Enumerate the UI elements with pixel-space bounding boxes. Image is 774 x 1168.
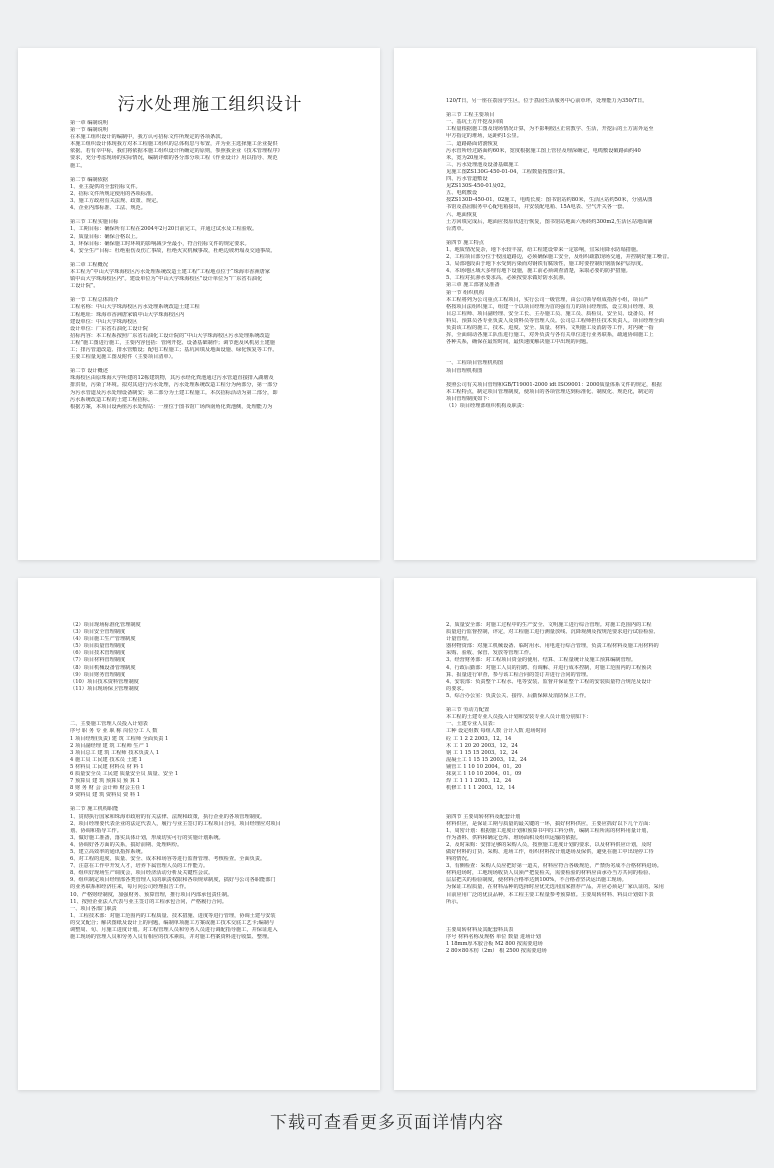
text-line: 第二章 工程概况: [70, 261, 108, 268]
text-line: 项目管理机构图: [446, 367, 483, 374]
text-line: 施工现场的管理人员和劳务人员有相应的技术素质，并对施工档案资料进行收集、整理。: [70, 934, 273, 941]
text-line: 按ZS130D-450-01、02施工，电缆长度：图书馆站约80米，生活区站约50米，分别从图: [446, 197, 653, 204]
text-line: （5）项目质量管理制度: [70, 643, 126, 650]
text-line: 铺管工 1 10 10 2004。01。20: [446, 763, 522, 770]
text-line: 6、对工程的进度、质量、安全、成本和场容等进行监督管理、考核检查。全面负责。: [70, 856, 266, 863]
text-line: 1 18mm厚木胶合板 M2 800 按需要进场: [446, 941, 543, 948]
text-line: [446, 105, 726, 112]
text-line: 10、严格财经制度，加强财务、预算管理，推行项目内部承包责任制。: [70, 891, 233, 898]
text-line: 4、行政后勤部：对施工人员的招聘、有调解、并进行成本控制，对施工范围内的工程预决: [446, 664, 652, 671]
text-line: 3 项目总工 建 筑 工程师 技术负责人 1: [70, 749, 160, 756]
document-page-1: [18, 48, 380, 560]
document-page-4: [394, 578, 756, 1090]
text-line: 各种关系，确保在最短时间，最快速度解决施工中出现的问题。: [446, 339, 592, 346]
text-line: 4、本场地区域大多埋有地下设施，施工前必须调查清楚，采取必要的防护措施。: [446, 268, 631, 275]
text-line: 在本施工组织设计的编制中，我方认可招标文件所规定的各项条款。: [70, 134, 226, 141]
text-line: [446, 799, 726, 806]
text-line: 格按项目法组织施工，组建一个以项目经理为首的强有力的项目经理部，设立项目经理、项: [446, 303, 654, 310]
page-2-lines: [446, 98, 726, 410]
text-line: 污水管所经过路面约60米，宽度根据施工图上管径及埋深确定，电缆敷设破路面约40: [446, 147, 641, 154]
text-line: [70, 290, 350, 297]
text-line: （3）项目安全管理制度: [70, 629, 126, 636]
text-line: 为污水管道及污水处理设备制安；第二部分为土建工程施工。本次招标活动为第二部分，即: [70, 389, 278, 396]
text-line: 2、质量安全部：对施工过程中的生产安全、文明施工进行综合管理。对施工范围内的工程: [446, 622, 652, 628]
text-line: 镇中山大学珠海校区内”。建设单位为“中山大学珠海校区”设计单位为“广东省石油化: [70, 276, 263, 283]
text-line: 二、道路路面切割恢复: [446, 140, 498, 147]
text-line: 5 材料员 工民建 材料员 材 料 1: [70, 763, 144, 770]
text-line: 3、局部地段由于地下水受到污染而对钢铁有腐蚀性，施工时要控制好钢筋保护层厚度。: [446, 261, 647, 268]
text-line: 3、施工方政府有关法规、政策、规定。: [70, 198, 162, 205]
text-line: 第三节 工程实施目标: [70, 219, 119, 226]
text-line: [446, 233, 726, 240]
text-line: 第四节 施工特点: [446, 239, 484, 246]
text-line: 8、组织好现场生产调度会，项目经济活动分析及关键性会议。: [70, 870, 214, 877]
text-line: [446, 920, 726, 927]
text-line: [446, 913, 726, 920]
page-3-lines: [70, 622, 350, 941]
text-line: 调整周、旬、月施工进度计划。对工程管理人员和劳务人员进行调配指导施工，并保证进入: [70, 927, 278, 934]
text-line: [446, 792, 726, 799]
text-line: 的交叉配合；解决图纸及设计上的问题，编制单项施工方案或施工技术交底工艺卡;编制与: [70, 919, 275, 926]
text-line: 抹灰工 1 10 10 2004。01。09: [446, 770, 522, 777]
text-line: 第四节 主要周转材料及配套计划: [446, 813, 521, 820]
text-line: 项目管理制度如下：: [446, 395, 493, 402]
text-line: 本工程特点，制定项目管理制度，使项目的各项管理达到标准化、制度化、规范化，制定的: [446, 388, 654, 395]
text-line: 料员、预算员各专业负责人及资料员等管理人员。公司总工程师担任技术负责人。项目经理全面: [446, 317, 664, 324]
text-line: 一、项目各部门职责: [70, 905, 117, 912]
text-line: 2、招标文件所规定使用的各项标准。: [70, 190, 157, 197]
text-line: 1、工程技术部：对施工范围内的工程质量、技术措施、进度等进行管理，协调土建与安装: [70, 912, 276, 919]
text-line: （9）项目财务管理制度: [70, 671, 126, 678]
text-line: [446, 700, 726, 707]
text-line: 1、贯彻执行国家和珠海市政府的有关法律、法规和政策，执行企业的各项管理制度。: [70, 813, 266, 820]
text-line: 工程”施工图进行施工，主要内容包括：管网开挖、设备基础制作；调节池及风机房土建施: [70, 339, 275, 346]
text-line: 3、有侧检查：采购人员应把好第一道关，材料应符合各级规范，严禁伪劣成不合格材料进场。: [446, 863, 662, 870]
text-line: 二、主要施工管理人员投入计划表: [70, 721, 148, 728]
text-line: 甲方指定的堆场，运距约1公里。: [446, 133, 522, 140]
text-line: 序号 职 务 专 业 职 称 岗位分工 人 数: [70, 728, 158, 735]
text-line: 5、建立高效率的通讯指挥系统。: [70, 849, 146, 855]
text-line: 工种 设定组数 每组人数 合计人数 进场时间: [446, 728, 546, 735]
text-line: 8 财 务 财 会 会计师 财会主任 1: [70, 785, 146, 792]
text-line: 序号 材料名称及规格 单位 数量 进场计划: [446, 934, 541, 941]
text-line: 7、注意在工作中开发人才，培养下属管理人员的工作能力。: [70, 863, 209, 870]
text-line: 2、工程项目部分位于校园道路边，必须确保施工安全，及组织疏散现场交通，并控制好施工噪音。: [446, 254, 673, 261]
text-line: 负责该工程的施工，技术、进度、安全、质量、材料、文明施工及消防等工作，对内统一指: [446, 325, 654, 331]
text-line: 六、地面恢复: [446, 211, 478, 218]
text-line: [446, 346, 726, 353]
text-line: 1、业主提供的全套招标文件。: [70, 183, 141, 190]
text-line: 主要工程量见施工图及附件（主要项目清单）。: [70, 354, 177, 361]
page-3-content: [70, 622, 350, 941]
text-line: （7）项目材料管理制度: [70, 657, 126, 664]
text-line: 层层把关的检验制度，使材料合格率达到100%，不合格者坚决运出施工现场。: [446, 877, 627, 884]
text-line: 本工程将列为公司重点工程项目，实行公司一级管理，由公司领导组成指挥小组，项目严: [446, 296, 649, 303]
document-title: 污水处理施工组织设计: [117, 95, 303, 115]
text-line: [70, 799, 350, 806]
text-line: 本施工组织设计体现我方对本工程施工组织的总体构思与布置，并为业主选择施工企业提供: [70, 141, 278, 148]
text-line: 工；排污管道改造、排水管敷设；配电工程施工；基坑回填及地面设施、绿化恢复等工作。: [70, 347, 278, 353]
text-line: 4、企业内部标准、工法、规范。: [70, 205, 146, 212]
page-2-content: [446, 98, 726, 410]
text-line: 做好材料的订货、采购、进场工作，组织材料按计划逐场及保供，避免在施工中出现停工待: [446, 849, 654, 855]
page-1-lines: [70, 120, 350, 411]
text-line: [70, 707, 350, 714]
text-line: 五、电缆敷设: [446, 190, 478, 197]
text-line: [70, 714, 350, 721]
text-line: 3、环保目标：确保施工时环境的影响减少至最小，符合招标文件的规定要求。: [70, 240, 250, 247]
text-line: 焊 工 1 1 1 2003。12。24: [446, 778, 512, 785]
text-line: （6）项目技术管理制度: [70, 650, 126, 657]
text-line: 为保证工程质量，在材料品种的选择时应优先选用国家推荐产品，并应必须是厂家认证的。采用: [446, 884, 664, 891]
text-line: 工程量根据施工图及现场情况计算，为不影响校区正常教学、生活，开挖后的土方需外运至: [446, 126, 654, 133]
text-line: 3、做好施工准备，落实具体计划，形成切实可行的实施计划系统。: [70, 834, 224, 841]
text-line: [70, 693, 350, 700]
text-line: 第二节 设计概述: [70, 368, 108, 375]
text-line: 120/T日，另一座在荔园学生区，位于荔园生活服务中心前草坪，处理能力为350/T日。: [446, 98, 648, 104]
text-line: 的业务联系和经济往来，每月向公司经理报告工作。: [70, 884, 190, 891]
page-4-lines: [446, 622, 726, 955]
text-line: 第二节 编制依据: [70, 176, 108, 183]
text-line: 依据。若有幸中标，我们将依据本施工组织设计所确定的原则，参照我企业《技术管理程序》: [70, 148, 283, 155]
text-line: [70, 170, 350, 177]
text-line: 器材物资部：对施工机械设备、临时用水、用电进行综合管理，负责工程材料及施工用材料的: [446, 643, 659, 650]
text-line: （1）项目经理部组织机构及职责：: [446, 403, 528, 410]
text-line: 9 资料员 建 筑 资料员 资 料 1: [70, 792, 141, 799]
text-line: 一、基坑土方开挖及回填: [446, 119, 504, 126]
text-line: [446, 806, 726, 813]
text-line: 污水系统改造工程的土建工程招标。: [70, 396, 154, 403]
text-line: [446, 375, 726, 382]
text-line: 质量进行监督控制，评定，对工程施工进行测量放线、沉降观测及按规范要求进行试验检验、: [446, 629, 659, 636]
text-line: 招标内容：本工程系按照广东省石油化工设计院的“中山大学珠海校区污水处理系统改造: [70, 332, 270, 339]
text-line: 料的情况。: [446, 856, 472, 863]
text-line: 书馆及荔园服务中心配电箱接出，并安装配电箱、15A电表、空气开关各一套。: [446, 204, 628, 211]
text-line: 4、安装部：负责整个工程水、电等安装、监督并保证整个工程的安装质量符合规范及设计: [446, 678, 652, 685]
text-line: 土方回填完成后，地面应按原状进行恢复，图书馆站地面六角砖约300m2,生活区站地面铺: [446, 218, 653, 225]
text-line: （4）项目施工生产管理制度: [70, 636, 136, 643]
text-line: 4、协调好各方面的关系，搞好前期、处理纠纷。: [70, 841, 183, 848]
text-line: 11、按照企业法人代表与业主签订的工程承包合同，严格履行合同。: [70, 898, 228, 905]
text-line: 目前应用广泛的优良品种，本工程主要工程量参考预算值。主要周转材料、料具计划如下表: [446, 891, 654, 898]
text-line: 2 项目副经理 建 筑 工程师 生产 1: [70, 742, 149, 749]
text-line: 5、工程对抗渗水要求高，必须按要求做好防水抗渗。: [446, 275, 569, 282]
text-line: 划、协调和指导工作。: [70, 827, 122, 834]
text-line: 的要求。: [446, 685, 467, 692]
download-more-prompt[interactable]: 下载可查看更多页面详情内容: [270, 1113, 504, 1133]
text-line: 3、经营财务部：对工程项目资金的使用、结算、工程量统计及施工预算编制管理。: [446, 657, 637, 664]
text-line: 设计单位：广东省石油化工设计院: [70, 325, 148, 332]
text-line: 珠海校区由原珠海大学所建的12栋建筑物，其污水经化粪池通过污水管道直接排入湖塘及: [70, 375, 274, 382]
text-line: 工程名称：中山大学珠海校区污水处理系统改造土建工程: [70, 304, 200, 311]
text-line: [70, 255, 350, 262]
text-line: [446, 353, 726, 360]
text-line: [446, 906, 726, 913]
text-line: （8）项目机械设备管理制度: [70, 664, 136, 671]
text-line: 第一节 编制说明: [70, 127, 108, 134]
text-line: 7 预算员 建 筑 预算员 预 算 1: [70, 778, 141, 785]
text-line: 第三章 施工部署及准备: [446, 282, 500, 289]
text-line: 工设计院”。: [70, 283, 99, 290]
text-line: 2、项目经理要代表企业的法定代表人，履行与业主签订的工程项目合同，项目经理应对项目: [70, 820, 281, 827]
text-line: 按照公司有关项目管理和GB/T19001-2000 idt ISO9001：2000质量体系文件的规定，根据: [446, 381, 662, 388]
text-line: 5、综合办公室：负责公关、接待、后勤保障及消防保卫工作。: [446, 692, 590, 699]
text-line: 建设单位：中山大学珠海校区: [70, 318, 138, 325]
text-line: 材料供应，是保证工期与质量的最关键的一环，搞好材料供应，主要应抓好以下几个方面：: [446, 820, 654, 827]
text-line: 本工程的土建专业人员投入计划和安装专业人员计划分别如下：: [446, 714, 592, 721]
document-page-3: [18, 578, 380, 1090]
text-line: 9、组织制定项目经理部各类管理人员的职责权限和各项规章制度，搞好与公司各职能部门: [70, 877, 276, 884]
text-line: 第一节 工程总体简介: [70, 297, 119, 304]
page-4-content: [446, 622, 726, 955]
text-line: 1、工期目标：确保所有工程在2004年2月20日前完工，并通过试水及工程验收。: [70, 226, 258, 233]
text-line: 钢 工 1 15 15 2003。12。24: [446, 749, 518, 756]
text-line: 第三节 劳动力配置: [446, 707, 490, 714]
text-line: 主要周转材料及其配套料具表: [446, 927, 514, 934]
text-line: 挥，全面调动各施工队伍进行施工，对外负责与各有关单位进行业务联系，疏通协调施工上: [446, 332, 654, 339]
text-line: 目总工程师、项目副经理、安全工长、主办施工员、施工员、质检员、安全员、设备员、材: [446, 310, 654, 317]
text-line: 第三节 工程主要项目: [446, 112, 495, 119]
text-line: （2）项目现场标准化管理制度: [70, 622, 141, 628]
text-line: [70, 212, 350, 219]
text-line: 四、污水管道敷设: [446, 176, 488, 183]
text-line: 排洪渠，污染了环境。拟对其进行污水处理，污水处理系统改造工程分为两部分，第一部分: [70, 382, 278, 389]
document-page-2: [394, 48, 756, 560]
text-line: 一、工程项目管理机构图: [446, 360, 504, 367]
text-line: 材料进场时，工地现场收货人员须严把复检关，需要检验的材料应由承办当方共同的检验、: [446, 870, 654, 877]
text-line: 计量管理。: [446, 636, 472, 643]
text-line: 混凝土工 1 15 15 2003。12。24: [446, 756, 527, 763]
text-line: [70, 700, 350, 707]
text-line: 1 项目经理(负责) 建 筑 工程师 全面负责 1: [70, 735, 169, 742]
text-line: 施工。: [70, 162, 86, 169]
text-line: 见施工图ZS130G-450-01-04，工程数量按图计算。: [446, 168, 569, 175]
text-line: 第二节 施工机构职能: [70, 806, 119, 813]
page-1-content: [70, 94, 350, 411]
text-line: 算、报量进行审查，参与该工程合同的签订并进行合同的管理。: [446, 671, 592, 678]
text-line: 三、污水处理池及设备基础施工: [446, 161, 519, 168]
text-line: 1、周密计划：根据施工进度计划和预算书中的工料分析，编制工程所需的材料用量计划，: [446, 827, 652, 834]
text-line: 工程地址：珠海市香洲唐家镇中山大学珠海校区内: [70, 311, 185, 318]
text-line: 作为备料、供料和确定仓库、堆场面积及组织运输的依据。: [446, 834, 581, 841]
text-line: 砼 工 1 2 2 2003。12。14: [446, 735, 512, 742]
text-line: 2 80×80木枋（2m） 根 2500 按需要进场: [446, 948, 547, 955]
text-line: 所示。: [446, 898, 462, 905]
text-line: 木 工 1 20 20 2003。12。24: [446, 742, 518, 749]
text-line: 第一节 组织机构: [446, 289, 484, 296]
text-line: 一、土建专业人员表：: [446, 721, 498, 728]
text-line: 4 施工员 工民建 技术员 土建 1: [70, 756, 142, 763]
text-line: （10）项目技术资料管理制度: [70, 678, 139, 685]
text-line: 本工程为“中山大学珠海校区污水处理系统改造土建工程”工程地点位于“珠海市香洲唐家: [70, 268, 270, 275]
text-line: 根据方案，本项目设两座污水处理站：一座位于图书馆广场西南角化粪池侧，处理能力为: [70, 403, 273, 410]
text-line: 要求，充分考虑现场的实际情况，编制详细的各分部分项工程《作业设计》用以指导、规范: [70, 155, 278, 162]
text-line: （11）项目现场保卫管理制度: [70, 685, 139, 692]
text-line: 2、质量目标：确保合格以上。: [70, 233, 141, 240]
text-line: 采购、验收、保管、发放等管理工作。: [446, 650, 535, 657]
text-line: 4、安全生产目标：杜绝重伤及伤亡事故，杜绝火灾机械事故，杜绝边坡坍塌及交通事故。: [70, 247, 276, 254]
text-line: [70, 361, 350, 368]
text-line: 6 质量安全员 工民建 质量安全员 质量、安全 1: [70, 770, 179, 777]
text-line: 机修工 1 1 1 2003。12。14: [446, 785, 515, 792]
text-line: 2、及时采购：安排足够的采购人员，按照施工进度计划的要求，以及材料供应计划，及时: [446, 841, 652, 848]
text-line: 见ZS130S-450-01及02。: [446, 183, 509, 190]
text-line: 台湾草。: [446, 225, 467, 232]
text-line: 第一章 编制说明: [70, 120, 108, 126]
text-line: 1、地质情况复杂，地下水较丰富，给工程建设带来一定影响，宜采用降水防塌措施。: [446, 246, 642, 253]
text-line: 米，宽为20厘米。: [446, 154, 489, 161]
